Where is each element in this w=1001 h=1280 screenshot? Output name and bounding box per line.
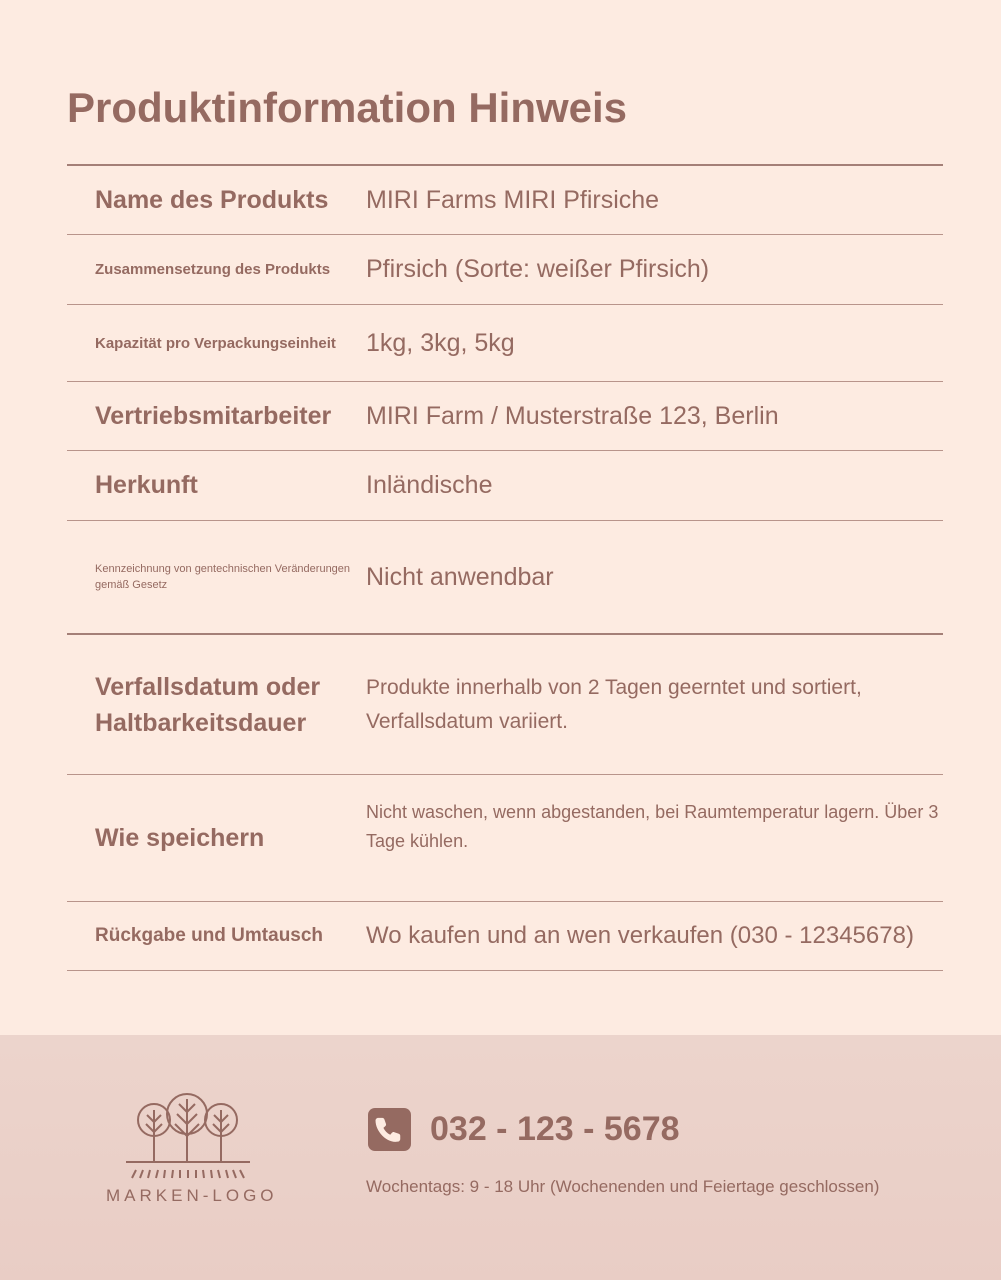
row-value: 1kg, 3kg, 5kg: [366, 328, 515, 357]
logo-text: MARKEN-LOGO: [106, 1186, 278, 1205]
row-label: Wie speichern: [95, 823, 265, 852]
row-label: Zusammensetzung des Produkts: [95, 261, 331, 278]
table-row: [67, 234, 943, 304]
row-value: MIRI Farm / Musterstraße 123, Berlin: [366, 401, 779, 430]
row-label: Rückgabe und Umtausch: [95, 925, 324, 946]
phone-number: 032 - 123 - 5678: [430, 1110, 680, 1148]
table-row: [67, 304, 943, 381]
opening-hours: Wochentags: 9 - 18 Uhr (Wochenenden und Feiertage geschlossen): [366, 1177, 880, 1196]
table-row: [67, 450, 943, 520]
row-label: Kapazität pro Verpackungseinheit: [95, 334, 336, 352]
table-row: [67, 381, 943, 450]
phone-icon: [368, 1108, 411, 1151]
row-label: Verfallsdatum oder Haltbarkeitsdauer: [95, 672, 321, 737]
table-row: [67, 774, 943, 901]
row-label: Herkunft: [95, 471, 198, 499]
row-label: Kennzeichnung von gentechnischen Veränderungen gemäß Gesetz: [95, 563, 351, 591]
brand-logo-icon: [104, 1090, 274, 1180]
row-value: Nicht waschen, wenn abgestanden, bei Raumtemperatur lagern. Über 3 Tage kühlen.: [366, 802, 939, 851]
row-label: Vertriebsmitarbeiter: [95, 401, 332, 430]
row-value: Pfirsich (Sorte: weißer Pfirsich): [366, 255, 710, 283]
row-value: Inländische: [366, 471, 493, 499]
row-value: Nicht anwendbar: [366, 562, 554, 591]
table-row: [67, 164, 943, 234]
product-info-table: [67, 164, 943, 971]
page-title: Produktinformation Hinweis: [67, 84, 628, 131]
table-row: [67, 520, 943, 633]
row-value: MIRI Farms MIRI Pfirsiche: [366, 185, 660, 214]
row-value: Produkte innerhalb von 2 Tagen geerntet und sortiert, Verfallsdatum variiert.: [366, 675, 862, 733]
table-row: [67, 901, 943, 971]
row-value: Wo kaufen und an wen verkaufen (030 - 12345678): [366, 922, 914, 949]
table-row: [67, 633, 943, 774]
row-label: Name des Produkts: [95, 185, 329, 214]
